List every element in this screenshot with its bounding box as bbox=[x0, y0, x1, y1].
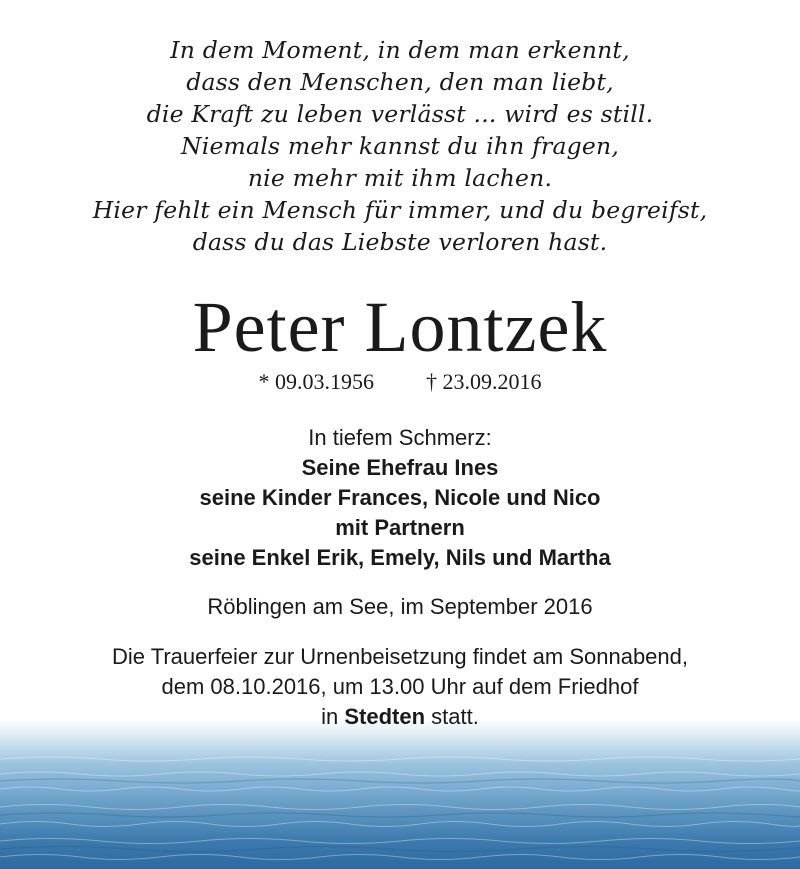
funeral-line-3-prefix: in bbox=[321, 704, 345, 729]
poem-line: In dem Moment, in dem man erkennt, bbox=[170, 36, 630, 64]
funeral-line-1: Die Trauerfeier zur Urnenbeisetzung findet am Sonnabend, bbox=[111, 644, 688, 669]
poem-line: Hier fehlt ein Mensch für immer, und du begreifst, bbox=[92, 196, 708, 224]
funeral-location: Stedten bbox=[344, 704, 426, 729]
mourners-intro: In tiefem Schmerz: bbox=[308, 425, 492, 450]
sea-background-image bbox=[0, 719, 800, 869]
funeral-line-3 bbox=[0, 702, 800, 732]
poem-line: Niemals mehr kannst du ihn fragen, bbox=[180, 132, 620, 160]
poem-line: die Kraft zu leben verlässt ... wird es still. bbox=[146, 100, 654, 128]
place-and-date: Röblingen am See, im September 2016 bbox=[207, 594, 593, 619]
poem-line: dass den Menschen, den man liebt, bbox=[186, 68, 614, 96]
death-date: † 23.09.2016 bbox=[426, 369, 542, 394]
sea-waves bbox=[0, 719, 800, 869]
poem-line: nie mehr mit ihm lachen. bbox=[247, 164, 553, 192]
life-dates bbox=[0, 368, 800, 396]
funeral-line-2: dem 08.10.2016, um 13.00 Uhr auf dem Friedhof bbox=[161, 674, 639, 699]
birth-date: * 09.03.1956 bbox=[258, 369, 374, 394]
funeral-line-3-suffix: statt. bbox=[425, 704, 479, 729]
poem-line: dass du das Liebste verloren hast. bbox=[192, 228, 608, 256]
memorial-poem bbox=[0, 34, 800, 258]
mourners-list bbox=[0, 453, 800, 573]
mourner-line: seine Enkel Erik, Emely, Nils und Martha bbox=[189, 545, 611, 570]
mourner-line: mit Partnern bbox=[335, 515, 465, 540]
mourner-line: seine Kinder Frances, Nicole und Nico bbox=[199, 485, 601, 510]
funeral-notice bbox=[0, 642, 800, 732]
deceased-name: Peter Lontzek bbox=[192, 287, 608, 367]
mourner-line: Seine Ehefrau Ines bbox=[301, 455, 499, 480]
